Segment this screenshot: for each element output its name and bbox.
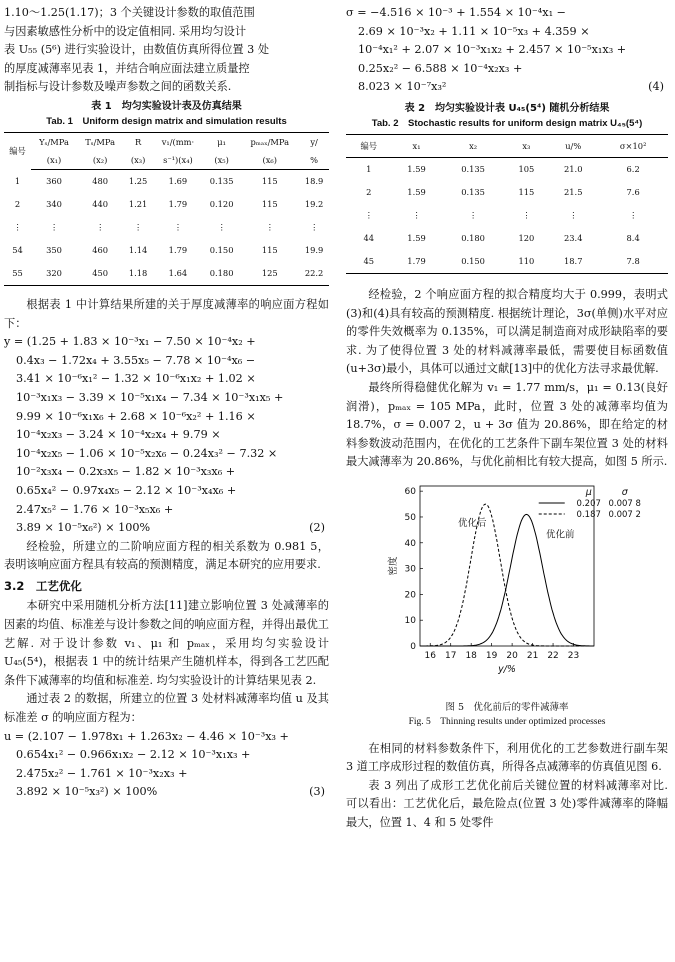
table-cell: ⋮ [309,222,319,233]
table-cell: 0.120 [209,199,234,210]
table-cell: ⋮ [468,210,478,221]
text-line: 的厚度减薄率见表 1，并结合响应面法建立质量控 [4,61,250,75]
table-cell: 440 [92,199,109,210]
left-column [4,4,329,802]
table2-header-cell: u/% [548,134,598,157]
table2 [346,134,668,274]
table1-header-cell: y/ [310,136,318,147]
table-cell: 115 [261,245,278,256]
table2-header-cell: x₂ [442,134,505,157]
table-cell: 1.14 [128,245,148,256]
table-cell: 0.135 [209,176,234,187]
text-line: u = (2.107 − 1.978x₁ + 1.263x₂ − 4.46 × 10⁻³x₃ + [4,729,289,743]
table1 [4,132,329,286]
table-cell: 1.79 [168,245,188,256]
table-cell: 350 [46,245,62,256]
legend-sigma-value: 0.007 8 [608,498,641,509]
x-tick-label: 23 [567,650,580,661]
paragraph-f: 最终所得稳健优化解为 v₁ = 1.77 mm/s，μ₁ = 0.13(良好润滑)，pₘₐₓ = 105 MPa，此时，位置 3 处的减薄率均值为 18.7%，σ = 0.007 2，u + 3σ 值为 20.86%，即在给定的材料参数波动范围内，在优化的工艺条件下副车架位置 3 处的材料最大减薄率为 20.86%，与优化前相比有较大提高，如图 5 所示. [346,380,668,469]
paragraph-b: 经检验，所建立的二阶响应面方程的相关系数为 0.981 5，表明该响应面方程具有较高的预测精度，满足本研究的应用要求. [4,539,329,572]
text-line: 10⁻⁴x₁² + 2.07 × 10⁻³x₁x₂ + 2.457 × 10⁻⁵x₁x₃ + [358,43,627,57]
table2-header-cell: x₁ [392,134,442,157]
table2-header [346,134,668,157]
text-line: y = (1.25 + 1.83 × 10⁻³x₁ − 7.50 × 10⁻⁴x₂ + [4,335,256,349]
table-cell: 1 [366,164,372,175]
x-tick-label: 21 [526,650,539,661]
table1-header-cell: s⁻¹)(x₄) [153,151,203,170]
series-line-1 [420,504,594,646]
x-tick-label: 22 [547,650,559,661]
table-cell: 8.4 [626,233,640,244]
table-cell: 120 [518,233,535,244]
table-row [346,227,668,250]
y-tick-label: 20 [404,590,416,601]
table-cell: 19.2 [304,199,324,210]
paragraph-h: 表 3 列出了成形工艺优化前后关键位置的材料减薄率对比. 可以看出：工艺优化后，最危险点(位置 3 处)零件减薄率的降幅最大，位置 1、4 和 5 处零件 [346,778,668,829]
text-line: 10⁻²x₃x₄ − 0.2x₃x₅ − 1.82 × 10⁻³x₃x₆ + [16,465,236,479]
table-cell: 18.9 [304,176,324,187]
table-cell: ⋮ [13,222,22,233]
table2-title-en: Tab. 2 Stochastic results for uniform design matrix U₄₅(5⁴) [371,117,643,129]
table-cell: 0.180 [461,233,485,244]
figure-caption-en: Fig. 5 Thinning results under optimized processes [408,716,606,727]
table1-header-cell: R [134,136,142,147]
table-cell: 360 [46,176,62,187]
table-cell: 7.8 [626,256,640,267]
equation-number: (3) [309,785,325,799]
table1-title-cn: 表 1 均匀实验设计表及仿真结果 [91,100,242,112]
text-line: 10⁻⁴x₂x₃ − 3.24 × 10⁻⁴x₂x₄ + 9.79 × [16,428,221,442]
y-tick-label: 10 [404,616,416,627]
table2-header-cell: σ×10² [598,134,668,157]
text-line: σ = −4.516 × 10⁻³ + 1.554 × 10⁻⁴x₁ − [346,6,566,19]
table-cell: ⋮ [95,222,105,233]
table-row [346,181,668,204]
equation-2 [4,333,329,538]
text-line: 10⁻⁴x₂x₅ − 1.06 × 10⁻⁵x₂x₆ − 0.24x₃² − 7.32 × [16,446,278,460]
table-cell: 54 [12,245,23,256]
table-cell: 21.0 [564,164,583,175]
table1-body [4,169,329,285]
text-line: 表 U₅₅ (5⁶) 进行实验设计，由数值仿真所得位置 3 处 [4,43,270,57]
table-row [4,262,329,286]
table-cell: 19.9 [304,245,324,256]
text-line: 3.41 × 10⁻⁶x₁² − 1.32 × 10⁻⁶x₁x₂ + 1.02 × [16,372,256,386]
table-cell: ⋮ [522,210,531,221]
legend-mu-value: 0.207 [576,498,601,509]
legend-header-mu: μ [585,486,592,498]
table1-header-cell: (x₃) [123,151,153,170]
table-cell: 0.150 [209,245,234,256]
table-cell: ⋮ [569,210,578,221]
legend-sigma-value: 0.007 2 [608,509,641,520]
plot-frame [420,486,594,646]
equation-4 [346,4,668,97]
table-cell: 1.79 [407,256,426,267]
table-cell: ⋮ [412,210,421,221]
figure-5 [346,478,668,700]
annotation-before: 优化前 [545,529,575,541]
equation-3 [4,728,329,802]
paragraph-d: 通过表 2 的数据，所建立的位置 3 处材料减薄率均值 u 及其标准差 σ 的响应面方程为： [4,692,329,725]
table2-title-cn: 表 2 均匀实验设计表 U₄₅(5⁴) 随机分析结果 [404,102,610,114]
text-line: 2.475x₂² − 1.761 × 10⁻³x₂x₃ + [16,766,188,780]
table1-header-cell: pₘₐₓ/MPa [250,136,290,147]
x-tick-label: 17 [444,650,457,661]
table1-header-cell: 编号 [9,146,26,157]
legend-mu-value: 0.187 [576,509,601,520]
text-line: 2.47x₅² − 1.76 × 10⁻³x₅x₆ + [16,502,174,516]
paragraph-g: 在相同的材料参数条件下，利用优化的工艺参数进行副车架 3 道工序成形过程的数值仿真，所得各点减薄率的仿真值见图 6. [346,741,668,774]
text-line: 10⁻³x₁x₃ − 3.39 × 10⁻⁵x₁x₄ − 7.34 × 10⁻³x₁x₅ + [16,390,284,404]
text-line: 2.69 × 10⁻³x₂ + 1.11 × 10⁻⁵x₃ + 4.359 × [358,24,590,38]
table2-body [346,157,668,273]
table-cell: 2 [14,199,21,210]
table-cell: 1.25 [128,176,148,187]
table-cell: 460 [92,245,109,256]
table1-header-cell: (x₅) [203,151,240,170]
table-row [4,216,329,239]
table-cell: 1.69 [168,176,188,187]
equation-number: (2) [309,521,325,535]
table-cell: 7.6 [626,187,640,198]
table1-header-cell: v₁/(mm· [161,136,195,147]
table-row [346,250,668,274]
text-line: 9.99 × 10⁻⁶x₁x₆ + 2.68 × 10⁻⁶x₂² + 1.16 × [16,409,256,423]
table-cell: ⋮ [217,222,226,233]
figure-caption-cn: 图 5 优化前后的零件减薄率 [445,701,569,713]
table-cell: 21.5 [564,187,583,198]
table1-header-cell: Yₛ/MPa [39,136,69,147]
table-cell: 1 [14,176,21,187]
x-axis-label: y/% [498,663,516,675]
table1-header-cell: (x₂) [77,151,123,170]
table-cell: ⋮ [173,222,183,233]
table-cell: 2 [366,187,372,198]
x-tick-label: 18 [465,650,477,661]
table-cell: 44 [363,233,375,244]
paragraph-c: 本研究中采用随机分析方法[11]建立影响位置 3 处减薄率的因素的均值、标准差与设计参数之间的响应面方程，并得出最优工艺解. 对于设计参数 v₁、μ₁ 和 pₘₐₓ，采用均匀实验设计 U₄₅(5⁴)，根据表 1 中的统计结果产生随机样本，得到各工艺匹配条件下减薄率的均值和标准差. 均匀实验设计的计算结果见表 2. [4,599,329,687]
table-cell: 1.59 [407,233,426,244]
table-row [4,193,329,216]
table-cell: 105 [518,164,535,175]
text-line: 0.65x₄² − 0.97x₄x₅ − 2.12 × 10⁻³x₄x₆ + [16,483,237,497]
table1-header-cell: Tₛ/MPa [85,136,116,147]
text-line: 0.25x₂² − 6.588 × 10⁻⁴x₂x₃ + [358,61,523,75]
table1-header-top [4,132,329,151]
right-column [346,4,668,832]
text-line: 8.023 × 10⁻⁷x₃² (4) [346,78,668,97]
table-cell: 115 [518,187,535,198]
table-cell: 340 [46,199,62,210]
legend-header-sigma: σ [621,486,628,498]
table-cell: 18.7 [564,256,583,267]
table-cell: ⋮ [364,210,373,221]
density-chart [346,478,668,693]
text-line: 0.4x₃ − 1.72x₄ + 3.55x₅ − 7.78 × 10⁻⁴x₆ − [16,353,256,367]
table-cell: 1.21 [128,199,148,210]
x-tick-label: 20 [506,650,518,661]
table-cell: ⋮ [265,222,274,233]
table-cell: 0.180 [209,268,234,279]
text-line: 3.892 × 10⁻⁵x₃²) × 100% (3) [4,783,329,802]
table1-title-en: Tab. 1 Uniform design matrix and simulation results [46,115,287,127]
table-cell: 0.135 [461,187,485,198]
section-heading: 3.2 工艺优化 [4,578,82,593]
y-axis-label: 密度 [388,556,399,576]
table1-header-cell: μ₁ [217,136,226,147]
table-cell: 22.2 [304,268,324,279]
table-cell: 125 [261,268,278,279]
table-cell: 45 [363,256,375,267]
table-row [346,204,668,227]
table-cell: 0.135 [461,164,485,175]
x-tick-label: 19 [485,650,498,661]
table-row [4,239,329,262]
table-cell: 1.18 [128,268,148,279]
x-tick-label: 16 [424,650,436,661]
text-line: 制指标与设计参数及噪声参数之间的函数关系. [4,80,232,94]
table1-header-cell: % [299,151,329,170]
table-cell: 1.64 [168,268,188,279]
table-cell: 1.79 [168,199,188,210]
table-cell: 0.150 [461,256,485,267]
y-tick-label: 40 [404,538,416,549]
text-line: 3.89 × 10⁻⁵x₆²) × 100% (2) [4,519,329,538]
table-cell: ⋮ [133,222,143,233]
table1-header-bottom [4,151,329,170]
y-tick-label: 60 [404,487,416,498]
table2-header-cell: 编号 [346,134,392,157]
text-line: 1.10～1.25(1.17)；3 个关键设计参数的取值范围 [4,6,255,19]
equation-number: (4) [648,80,664,94]
table1-header-cell: (x₁) [31,151,77,170]
table-cell: 110 [518,256,535,267]
table-cell: ⋮ [628,210,638,221]
table-cell: 115 [261,176,278,187]
table-cell: ⋮ [49,222,59,233]
table1-header-cell: (x₆) [240,151,299,170]
table-cell: 1.59 [407,187,426,198]
text-line: 与因素敏感性分析中的设定值相同. 采用均匀设计 [4,24,247,38]
paragraph-a: 根据表 1 中计算结果所建的关于厚度减薄率的响应面方程如下： [4,297,329,330]
intro-paragraph [4,4,329,97]
table-cell: 1.59 [407,164,426,175]
paragraph-e: 经检验，2 个响应面方程的拟合精度均大于 0.999，表明式(3)和(4)具有较高的预测精度. 根据统计理论，3σ(单侧)水平对应的零件失效概率为 0.135%，可以满足制造商对成形缺陷率的要求. 为了使得位置 3 处的材料减薄率最低，需要使目标函数值(u+3σ)最小，具体可以通过文献[13]中的优化方法寻求最优解. [346,287,668,376]
y-tick-label: 50 [404,512,416,523]
table-row [346,157,668,181]
table-cell: 55 [12,268,23,279]
y-tick-label: 30 [404,564,416,575]
annotation-after: 优化后 [457,517,487,529]
table2-header-cell: x₃ [505,134,549,157]
table-cell: 320 [46,268,62,279]
table-cell: 450 [92,268,109,279]
table-cell: 115 [261,199,278,210]
table-cell: 6.2 [626,164,640,175]
text-line: 0.654x₁² − 0.966x₁x₂ − 2.12 × 10⁻³x₁x₃ + [16,748,251,762]
table-cell: 480 [92,176,109,187]
table-row [4,169,329,193]
table-cell: 23.4 [564,233,583,244]
y-tick-label: 0 [410,641,416,652]
